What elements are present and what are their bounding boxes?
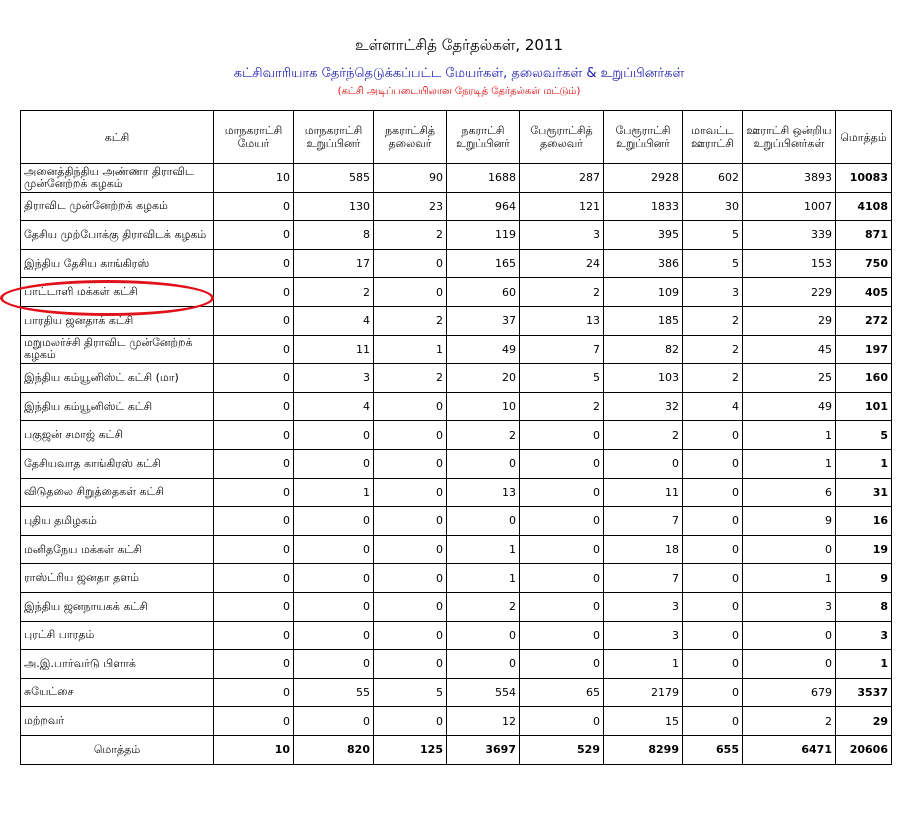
- col-header: மாவட்ட ஊராட்சி: [683, 111, 743, 164]
- value-cell: 7: [604, 564, 683, 593]
- total-cell: 8299: [604, 735, 683, 764]
- table-row: [21, 335, 892, 364]
- value-cell: 0: [214, 650, 294, 679]
- col-header-total: மொத்தம்: [836, 111, 892, 164]
- value-cell: 10: [214, 164, 294, 193]
- col-header: நகராட்சித் தலைவர்: [374, 111, 447, 164]
- party-name: விடுதலை சிறுத்தைகள் கட்சி: [21, 478, 214, 507]
- value-cell: 9: [743, 507, 836, 536]
- value-cell: 2: [447, 592, 520, 621]
- value-cell: 0: [447, 507, 520, 536]
- value-cell: 2: [447, 421, 520, 450]
- value-cell: 3: [743, 592, 836, 621]
- total-cell: 3697: [447, 735, 520, 764]
- value-cell: 0: [520, 650, 604, 679]
- results-table: [20, 110, 892, 765]
- value-cell: 1: [447, 535, 520, 564]
- value-cell: 0: [294, 592, 374, 621]
- value-cell: 0: [683, 678, 743, 707]
- table-row: [21, 249, 892, 278]
- value-cell: 679: [743, 678, 836, 707]
- value-cell: 0: [214, 507, 294, 536]
- value-cell: 0: [374, 278, 447, 307]
- table-row: [21, 707, 892, 736]
- value-cell: 0: [604, 449, 683, 478]
- value-cell: 13: [520, 306, 604, 335]
- value-cell: 7: [604, 507, 683, 536]
- value-cell: 165: [447, 249, 520, 278]
- row-total-cell: 29: [836, 707, 892, 736]
- value-cell: 0: [294, 707, 374, 736]
- value-cell: 3: [683, 278, 743, 307]
- value-cell: 0: [214, 192, 294, 221]
- row-total-cell: 160: [836, 364, 892, 393]
- page-note: (கட்சி அடிப்படையிலான நேரடித் தேர்தல்கள் மட்டும்): [337, 86, 581, 97]
- value-cell: 29: [743, 306, 836, 335]
- value-cell: 0: [447, 650, 520, 679]
- party-name: சுயேட்சை: [21, 678, 214, 707]
- table-row: [21, 592, 892, 621]
- value-cell: 2: [374, 364, 447, 393]
- value-cell: 0: [214, 478, 294, 507]
- row-total-cell: 16: [836, 507, 892, 536]
- party-name: தேசிய முற்போக்கு திராவிடக் கழகம்: [21, 221, 214, 250]
- value-cell: 32: [604, 392, 683, 421]
- party-name: அ.இ.பார்வர்டு பிளாக்: [21, 650, 214, 679]
- value-cell: 0: [520, 478, 604, 507]
- value-cell: 0: [374, 421, 447, 450]
- table-row: [21, 221, 892, 250]
- value-cell: 0: [683, 449, 743, 478]
- value-cell: 0: [374, 621, 447, 650]
- value-cell: 4: [683, 392, 743, 421]
- value-cell: 20: [447, 364, 520, 393]
- value-cell: 0: [683, 507, 743, 536]
- value-cell: 287: [520, 164, 604, 193]
- value-cell: 0: [520, 535, 604, 564]
- party-name: இந்திய ஜனநாயகக் கட்சி: [21, 592, 214, 621]
- value-cell: 60: [447, 278, 520, 307]
- party-name: இந்திய கம்யூனிஸ்ட் கட்சி: [21, 392, 214, 421]
- value-cell: 1: [743, 421, 836, 450]
- value-cell: 602: [683, 164, 743, 193]
- value-cell: 0: [294, 535, 374, 564]
- value-cell: 0: [214, 221, 294, 250]
- value-cell: 0: [743, 535, 836, 564]
- value-cell: 15: [604, 707, 683, 736]
- value-cell: 0: [683, 621, 743, 650]
- col-header: நகராட்சி உறுப்பினர்: [447, 111, 520, 164]
- row-total-cell: 871: [836, 221, 892, 250]
- row-total-cell: 19: [836, 535, 892, 564]
- table-row: [21, 564, 892, 593]
- page-subtitle: கட்சிவாரியாக தேர்ந்தெடுக்கப்பட்ட மேயர்கள், தலைவர்கள் & உறுப்பினர்கள்: [233, 66, 685, 81]
- value-cell: 3: [604, 621, 683, 650]
- total-cell: 655: [683, 735, 743, 764]
- value-cell: 395: [604, 221, 683, 250]
- total-cell: 529: [520, 735, 604, 764]
- value-cell: 11: [294, 335, 374, 364]
- row-total-cell: 9: [836, 564, 892, 593]
- value-cell: 18: [604, 535, 683, 564]
- col-header: மாநகராட்சி உறுப்பினர்: [294, 111, 374, 164]
- value-cell: 185: [604, 306, 683, 335]
- value-cell: 339: [743, 221, 836, 250]
- col-header: மாநகராட்சி மேயர்: [214, 111, 294, 164]
- value-cell: 0: [214, 564, 294, 593]
- value-cell: 0: [520, 449, 604, 478]
- value-cell: 2: [520, 278, 604, 307]
- total-label: மொத்தம்: [21, 735, 214, 764]
- value-cell: 0: [214, 621, 294, 650]
- table-row: [21, 421, 892, 450]
- value-cell: 2: [520, 392, 604, 421]
- value-cell: 4: [294, 306, 374, 335]
- value-cell: 0: [374, 507, 447, 536]
- table-row: [21, 364, 892, 393]
- value-cell: 0: [214, 449, 294, 478]
- party-name: மனிதநேய மக்கள் கட்சி: [21, 535, 214, 564]
- total-cell: 125: [374, 735, 447, 764]
- value-cell: 0: [214, 421, 294, 450]
- value-cell: 103: [604, 364, 683, 393]
- value-cell: 49: [743, 392, 836, 421]
- party-name: புரட்சி பாரதம்: [21, 621, 214, 650]
- value-cell: 6: [743, 478, 836, 507]
- value-cell: 45: [743, 335, 836, 364]
- party-name: தேசியவாத காங்கிரஸ் கட்சி: [21, 449, 214, 478]
- value-cell: 585: [294, 164, 374, 193]
- table-row: [21, 392, 892, 421]
- value-cell: 1: [294, 478, 374, 507]
- row-total-cell: 197: [836, 335, 892, 364]
- value-cell: 17: [294, 249, 374, 278]
- value-cell: 119: [447, 221, 520, 250]
- row-total-cell: 31: [836, 478, 892, 507]
- value-cell: 65: [520, 678, 604, 707]
- col-header: பேரூராட்சி உறுப்பினர்: [604, 111, 683, 164]
- value-cell: 2179: [604, 678, 683, 707]
- value-cell: 130: [294, 192, 374, 221]
- value-cell: 2: [743, 707, 836, 736]
- value-cell: 2: [604, 421, 683, 450]
- value-cell: 0: [374, 449, 447, 478]
- value-cell: 0: [520, 421, 604, 450]
- value-cell: 109: [604, 278, 683, 307]
- row-total-cell: 101: [836, 392, 892, 421]
- col-header-party: கட்சி: [21, 111, 214, 164]
- value-cell: 24: [520, 249, 604, 278]
- row-total-cell: 4108: [836, 192, 892, 221]
- value-cell: 3: [520, 221, 604, 250]
- value-cell: 0: [374, 564, 447, 593]
- value-cell: 2: [683, 335, 743, 364]
- party-name: இந்திய கம்யூனிஸ்ட் கட்சி (மா): [21, 364, 214, 393]
- table-row: [21, 478, 892, 507]
- value-cell: 0: [520, 592, 604, 621]
- party-name: மறுமலர்ச்சி திராவிட முன்னேற்றக் கழகம்: [21, 335, 214, 364]
- table-row: [21, 192, 892, 221]
- value-cell: 0: [214, 278, 294, 307]
- party-name: பாரதிய ஜனதாக் கட்சி: [21, 306, 214, 335]
- value-cell: 1: [604, 650, 683, 679]
- col-header: பேரூராட்சித் தலைவர்: [520, 111, 604, 164]
- value-cell: 23: [374, 192, 447, 221]
- party-name: ராஸ்ட்ரிய ஜனதா தளம்: [21, 564, 214, 593]
- value-cell: 0: [683, 650, 743, 679]
- value-cell: 55: [294, 678, 374, 707]
- value-cell: 121: [520, 192, 604, 221]
- value-cell: 1007: [743, 192, 836, 221]
- table-row: [21, 621, 892, 650]
- party-name: அனைத்திந்திய அண்ணா திராவிட முன்னேற்றக் கழகம்: [21, 164, 214, 193]
- value-cell: 0: [374, 535, 447, 564]
- value-cell: 1: [743, 449, 836, 478]
- value-cell: 1833: [604, 192, 683, 221]
- value-cell: 0: [520, 707, 604, 736]
- party-name: இந்திய தேசிய காங்கிரஸ்: [21, 249, 214, 278]
- value-cell: 7: [520, 335, 604, 364]
- value-cell: 0: [683, 592, 743, 621]
- value-cell: 0: [214, 678, 294, 707]
- party-name: திராவிட முன்னேற்றக் கழகம்: [21, 192, 214, 221]
- value-cell: 0: [214, 249, 294, 278]
- table-row: [21, 449, 892, 478]
- value-cell: 0: [214, 364, 294, 393]
- row-total-cell: 1: [836, 449, 892, 478]
- value-cell: 2: [294, 278, 374, 307]
- table-row: [21, 650, 892, 679]
- row-total-cell: 272: [836, 306, 892, 335]
- party-name: மற்றவர்: [21, 707, 214, 736]
- total-cell: 820: [294, 735, 374, 764]
- value-cell: 2928: [604, 164, 683, 193]
- value-cell: 2: [683, 364, 743, 393]
- value-cell: 37: [447, 306, 520, 335]
- row-total-cell: 750: [836, 249, 892, 278]
- value-cell: 0: [294, 421, 374, 450]
- value-cell: 0: [743, 650, 836, 679]
- value-cell: 0: [294, 449, 374, 478]
- value-cell: 0: [683, 421, 743, 450]
- total-cell: 10: [214, 735, 294, 764]
- value-cell: 0: [683, 707, 743, 736]
- value-cell: 0: [683, 564, 743, 593]
- value-cell: 11: [604, 478, 683, 507]
- value-cell: 1688: [447, 164, 520, 193]
- value-cell: 3: [604, 592, 683, 621]
- value-cell: 229: [743, 278, 836, 307]
- value-cell: 964: [447, 192, 520, 221]
- value-cell: 10: [447, 392, 520, 421]
- value-cell: 0: [374, 249, 447, 278]
- grand-total-cell: 20606: [836, 735, 892, 764]
- value-cell: 0: [214, 535, 294, 564]
- value-cell: 12: [447, 707, 520, 736]
- value-cell: 0: [743, 621, 836, 650]
- value-cell: 0: [294, 564, 374, 593]
- value-cell: 0: [374, 592, 447, 621]
- value-cell: 49: [447, 335, 520, 364]
- value-cell: 554: [447, 678, 520, 707]
- value-cell: 0: [374, 707, 447, 736]
- value-cell: 0: [294, 621, 374, 650]
- value-cell: 1: [743, 564, 836, 593]
- value-cell: 5: [683, 249, 743, 278]
- value-cell: 386: [604, 249, 683, 278]
- row-total-cell: 3537: [836, 678, 892, 707]
- value-cell: 0: [683, 535, 743, 564]
- total-cell: 6471: [743, 735, 836, 764]
- value-cell: 25: [743, 364, 836, 393]
- value-cell: 0: [294, 650, 374, 679]
- value-cell: 1: [374, 335, 447, 364]
- table-row: [21, 678, 892, 707]
- value-cell: 153: [743, 249, 836, 278]
- value-cell: 0: [683, 478, 743, 507]
- value-cell: 1: [447, 564, 520, 593]
- value-cell: 5: [374, 678, 447, 707]
- value-cell: 0: [214, 707, 294, 736]
- party-name: புதிய தமிழகம்: [21, 507, 214, 536]
- row-total-cell: 3: [836, 621, 892, 650]
- value-cell: 0: [520, 621, 604, 650]
- row-total-cell: 405: [836, 278, 892, 307]
- value-cell: 4: [294, 392, 374, 421]
- highlight-circle: [0, 280, 214, 316]
- value-cell: 30: [683, 192, 743, 221]
- table-row: [21, 164, 892, 193]
- total-row: [21, 735, 892, 764]
- value-cell: 0: [374, 478, 447, 507]
- value-cell: 0: [374, 650, 447, 679]
- value-cell: 2: [683, 306, 743, 335]
- value-cell: 5: [683, 221, 743, 250]
- value-cell: 90: [374, 164, 447, 193]
- value-cell: 0: [214, 592, 294, 621]
- page-title: உள்ளாட்சித் தேர்தல்கள், 2011: [354, 36, 564, 54]
- value-cell: 0: [374, 392, 447, 421]
- party-name: பாட்டாளி மக்கள் கட்சி: [21, 278, 214, 307]
- value-cell: 3893: [743, 164, 836, 193]
- value-cell: 0: [447, 621, 520, 650]
- row-total-cell: 1: [836, 650, 892, 679]
- value-cell: 8: [294, 221, 374, 250]
- value-cell: 0: [214, 306, 294, 335]
- value-cell: 82: [604, 335, 683, 364]
- row-total-cell: 8: [836, 592, 892, 621]
- table-row: [21, 535, 892, 564]
- value-cell: 0: [520, 507, 604, 536]
- table-row: [21, 507, 892, 536]
- value-cell: 0: [520, 564, 604, 593]
- value-cell: 0: [294, 507, 374, 536]
- value-cell: 13: [447, 478, 520, 507]
- col-header: ஊராட்சி ஒன்றிய உறுப்பினர்கள்: [743, 111, 836, 164]
- value-cell: 3: [294, 364, 374, 393]
- value-cell: 5: [520, 364, 604, 393]
- value-cell: 2: [374, 221, 447, 250]
- value-cell: 0: [447, 449, 520, 478]
- row-total-cell: 5: [836, 421, 892, 450]
- header-row: [21, 111, 892, 164]
- row-total-cell: 10083: [836, 164, 892, 193]
- value-cell: 2: [374, 306, 447, 335]
- value-cell: 0: [214, 392, 294, 421]
- party-name: பகுஜன் சமாஜ் கட்சி: [21, 421, 214, 450]
- value-cell: 0: [214, 335, 294, 364]
